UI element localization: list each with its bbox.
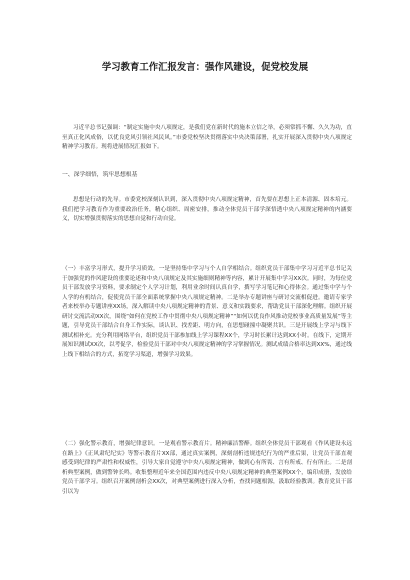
intro-paragraph: 习近平总书记强调：“制定实施中央八项规定，是我们党在新时代的施本立信之举，必须常抓不懈、久久为功，直至真正化风成俗，以优良党风引领社风民风。”市委党校坚决贯彻落实中央决策部署，扎实开展深入贯彻中央八项规定精神学习教育。现将进展情况汇报如下。 [62,125,352,150]
subsection-1-paragraph: （一）丰富学习形式，提升学习质效。一是坚持集中学习与个人自学相结合。组织党员干部集中学习习近平总书记关于加强党的作风建设的重要论述和中央八项规定及其实施细则精神等内容，累计开展集中学习XX次。同时，为每位党员干部发放学习资料，要求制定个人学习计划，利用业余时间认真自学，撰写学习笔记和心得体会。通过集中学与个人学的有机结合，促使党员干部全面系统掌握中央八项规定精神。二是举办专题讲座与研讨交流相促进。邀请专家学者来校举办专题讲座XX场，深入解读中央八项规定精神的背景、意义和实践要求，帮助党员干部深化理解。组织开展研讨交流活动XX次，围绕“如何在党校工作中贯彻中央八项规定精神”“如何以优良作风推动党校事业高质量发展”等主题，引导党员干部结合自身工作实际，谈认识、找差距、明方向，在思想碰撞中凝聚共识。三是开展线上学习与线下测试相补充。充分利用网络平台，组织党员干部参加线上学习课程XX个，学习时长累计达到XX小时。在线下，定期开展知识测试XX次，以考促学，检验党员干部对中央八项规定精神的学习掌握情况。测试成绩合格率达到XX%，通过线上线下相结合的方式，拓宽学习渠道，增强学习效果。 [62,266,352,358]
section-heading-1: 一、深学细悟，筑牢思想根基 [62,172,138,178]
subsection-2-paragraph: （二）强化警示教育，增强纪律意识。一是观看警示教育片。精神廉洁警醉。组织全体党员干部观看《作风建设永远在路上》《正风肃纪纪实》等警示教育片XX部，通过真实案例，深刻剖析违规违纪行为的严重后果，让党员干部直观感受到纪律的严肃性和权威性，引导大家自觉遵守中央八项规定精神，做到心有所畏、言有所戒、行有所止。二是剖析典型案例，做到警钟长鸣。收集整理近年来全国范围内违反中央八项规定精神的典型案例XX个，编印成册，发放给党员干部学习。组织召开案例剖析会XX次，对典型案例进行深入分析，查找问题根源，汲取经验教训。教育党员干部引以为 [62,441,352,495]
document-title: 学习教育工作汇报发言：强作风建设，促党校发展 [101,62,309,73]
section-1-paragraph: 思想是行动的先导。市委党校深刻认识到，深入贯彻中央八项规定精神，首先要在思想上正本清源、固本培元。我们把学习教育作为重要政治任务，精心组织、周密安排，推动全体党员干部学深悟透中央八项规定精神的内涵要义，切实增强贯彻落实的思想自觉和行动自觉。 [62,197,352,222]
